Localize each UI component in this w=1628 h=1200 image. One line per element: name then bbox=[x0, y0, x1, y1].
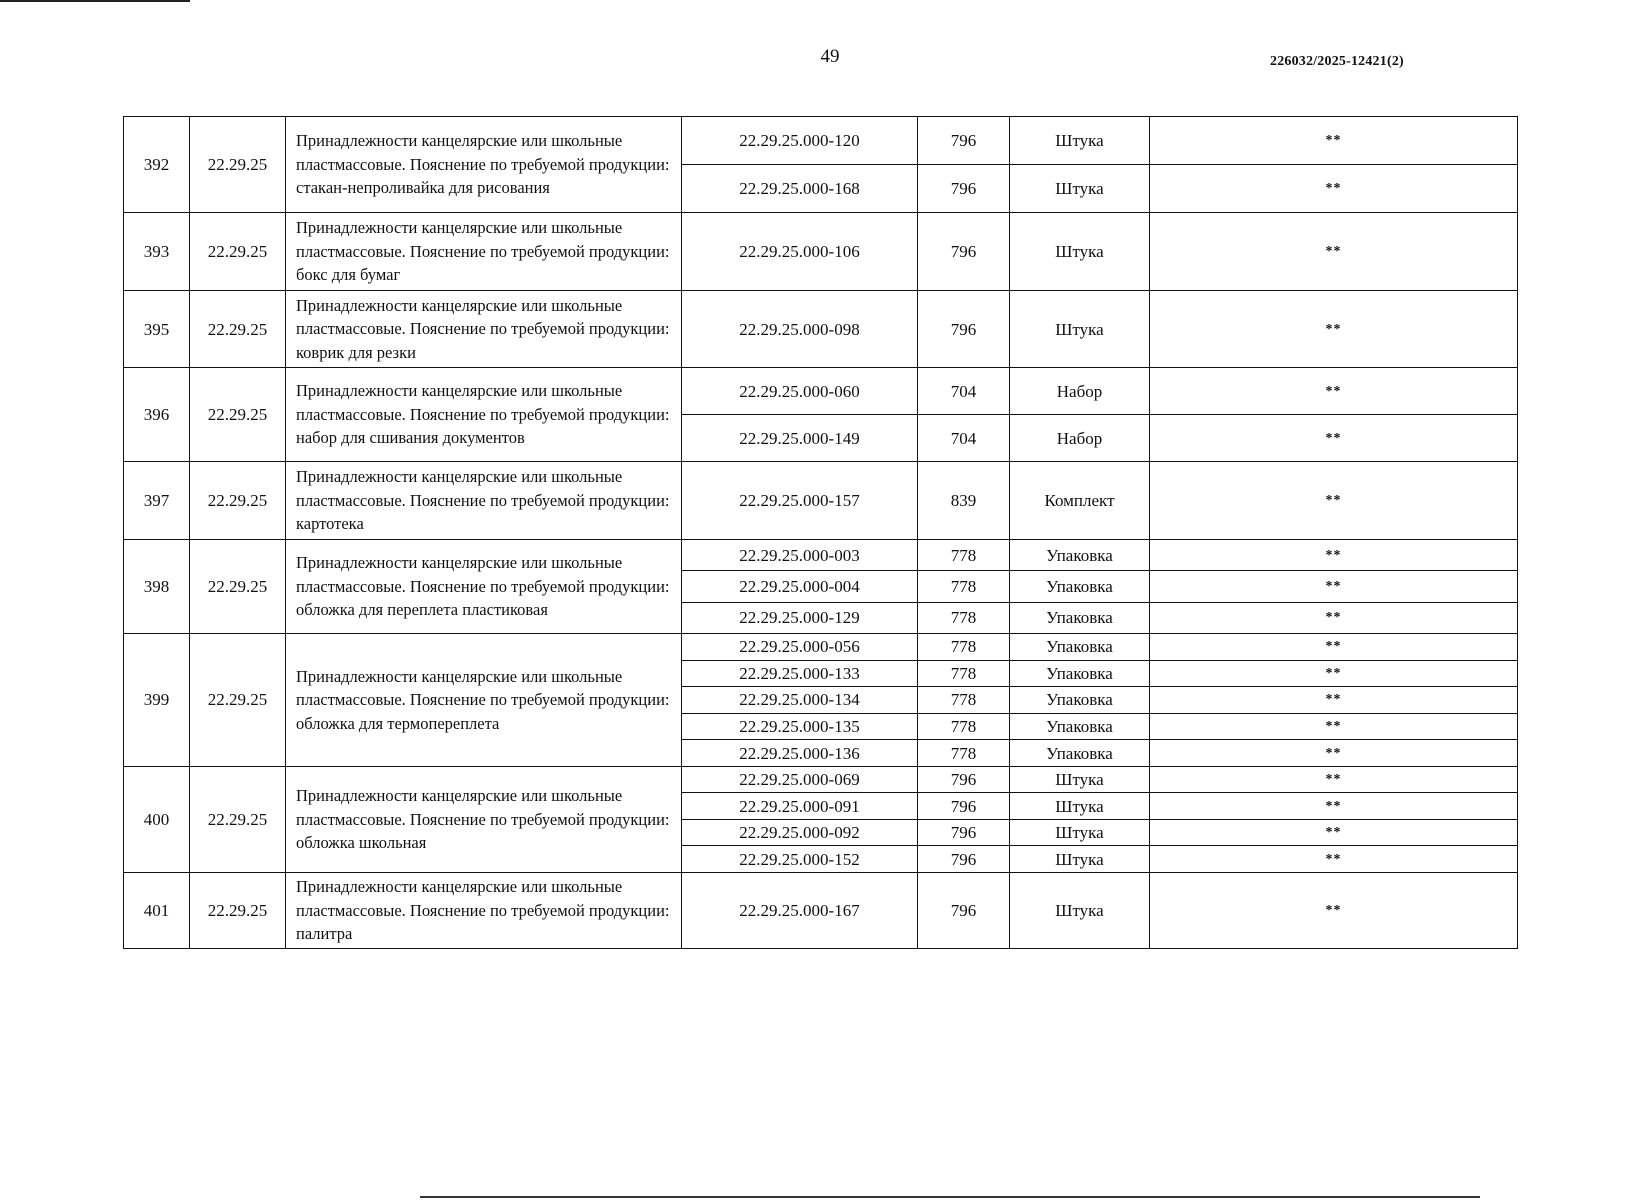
okei-code: 704 bbox=[918, 415, 1010, 462]
unit-name: Упаковка bbox=[1010, 602, 1150, 633]
note-mark: ** bbox=[1150, 846, 1518, 873]
ktru-code: 22.29.25.000-106 bbox=[682, 213, 918, 291]
okei-code: 778 bbox=[918, 602, 1010, 633]
item-description: Принадлежности канцелярские или школьные пластмассовые. Пояснение по требуемой продукции: палитра bbox=[286, 872, 682, 948]
okpd-code: 22.29.25 bbox=[190, 368, 286, 462]
row-number: 401 bbox=[124, 872, 190, 948]
unit-name: Упаковка bbox=[1010, 660, 1150, 687]
unit-name: Упаковка bbox=[1010, 713, 1150, 740]
note-mark: ** bbox=[1150, 687, 1518, 714]
okei-code: 796 bbox=[918, 766, 1010, 793]
item-description: Принадлежности канцелярские или школьные пластмассовые. Пояснение по требуемой продукции: обложка для термопереплета bbox=[286, 633, 682, 766]
item-description: Принадлежности канцелярские или школьные пластмассовые. Пояснение по требуемой продукции: стакан-непроливайка для рисования bbox=[286, 117, 682, 213]
table-row bbox=[124, 766, 1518, 793]
unit-name: Штука bbox=[1010, 766, 1150, 793]
okei-code: 778 bbox=[918, 740, 1010, 767]
ktru-code: 22.29.25.000-134 bbox=[682, 687, 918, 714]
okei-code: 796 bbox=[918, 819, 1010, 846]
okpd-code: 22.29.25 bbox=[190, 462, 286, 540]
okpd-code: 22.29.25 bbox=[190, 117, 286, 213]
okei-code: 778 bbox=[918, 571, 1010, 602]
item-description: Принадлежности канцелярские или школьные пластмассовые. Пояснение по требуемой продукции: бокс для бумаг bbox=[286, 213, 682, 291]
okei-code: 796 bbox=[918, 291, 1010, 368]
ktru-code: 22.29.25.000-092 bbox=[682, 819, 918, 846]
products-table bbox=[123, 116, 1518, 949]
okei-code: 796 bbox=[918, 846, 1010, 873]
unit-name: Комплект bbox=[1010, 462, 1150, 540]
okei-code: 796 bbox=[918, 117, 1010, 165]
ktru-code: 22.29.25.000-003 bbox=[682, 540, 918, 571]
ktru-code: 22.29.25.000-060 bbox=[682, 368, 918, 415]
unit-name: Штука bbox=[1010, 819, 1150, 846]
row-number: 395 bbox=[124, 291, 190, 368]
ktru-code: 22.29.25.000-168 bbox=[682, 165, 918, 213]
note-mark: ** bbox=[1150, 793, 1518, 820]
unit-name: Штука bbox=[1010, 793, 1150, 820]
table-body bbox=[124, 117, 1518, 949]
note-mark: ** bbox=[1150, 540, 1518, 571]
okei-code: 778 bbox=[918, 540, 1010, 571]
okpd-code: 22.29.25 bbox=[190, 213, 286, 291]
okei-code: 778 bbox=[918, 633, 1010, 660]
okei-code: 839 bbox=[918, 462, 1010, 540]
table-row bbox=[124, 540, 1518, 571]
scan-edge-mark bbox=[0, 0, 190, 2]
okei-code: 796 bbox=[918, 793, 1010, 820]
ktru-code: 22.29.25.000-056 bbox=[682, 633, 918, 660]
row-number: 392 bbox=[124, 117, 190, 213]
okpd-code: 22.29.25 bbox=[190, 633, 286, 766]
ktru-code: 22.29.25.000-149 bbox=[682, 415, 918, 462]
okei-code: 778 bbox=[918, 713, 1010, 740]
note-mark: ** bbox=[1150, 291, 1518, 368]
note-mark: ** bbox=[1150, 872, 1518, 948]
okei-code: 796 bbox=[918, 213, 1010, 291]
row-number: 398 bbox=[124, 540, 190, 634]
row-number: 396 bbox=[124, 368, 190, 462]
ktru-code: 22.29.25.000-136 bbox=[682, 740, 918, 767]
document-id: 226032/2025-12421(2) bbox=[1270, 54, 1404, 69]
okei-code: 796 bbox=[918, 165, 1010, 213]
item-description: Принадлежности канцелярские или школьные пластмассовые. Пояснение по требуемой продукции: коврик для резки bbox=[286, 291, 682, 368]
unit-name: Набор bbox=[1010, 368, 1150, 415]
unit-name: Упаковка bbox=[1010, 571, 1150, 602]
okpd-code: 22.29.25 bbox=[190, 540, 286, 634]
ktru-code: 22.29.25.000-129 bbox=[682, 602, 918, 633]
ktru-code: 22.29.25.000-152 bbox=[682, 846, 918, 873]
okei-code: 778 bbox=[918, 660, 1010, 687]
unit-name: Штука bbox=[1010, 117, 1150, 165]
unit-name: Упаковка bbox=[1010, 633, 1150, 660]
note-mark: ** bbox=[1150, 117, 1518, 165]
note-mark: ** bbox=[1150, 571, 1518, 602]
note-mark: ** bbox=[1150, 819, 1518, 846]
row-number: 399 bbox=[124, 633, 190, 766]
item-description: Принадлежности канцелярские или школьные пластмассовые. Пояснение по требуемой продукции: картотека bbox=[286, 462, 682, 540]
unit-name: Упаковка bbox=[1010, 540, 1150, 571]
unit-name: Штука bbox=[1010, 846, 1150, 873]
note-mark: ** bbox=[1150, 213, 1518, 291]
table-row bbox=[124, 633, 1518, 660]
table-row bbox=[124, 291, 1518, 368]
table-row bbox=[124, 213, 1518, 291]
ktru-code: 22.29.25.000-069 bbox=[682, 766, 918, 793]
okpd-code: 22.29.25 bbox=[190, 291, 286, 368]
ktru-code: 22.29.25.000-157 bbox=[682, 462, 918, 540]
unit-name: Штука bbox=[1010, 165, 1150, 213]
ktru-code: 22.29.25.000-135 bbox=[682, 713, 918, 740]
note-mark: ** bbox=[1150, 660, 1518, 687]
row-number: 393 bbox=[124, 213, 190, 291]
okpd-code: 22.29.25 bbox=[190, 766, 286, 872]
ktru-code: 22.29.25.000-167 bbox=[682, 872, 918, 948]
unit-name: Набор bbox=[1010, 415, 1150, 462]
note-mark: ** bbox=[1150, 602, 1518, 633]
row-number: 397 bbox=[124, 462, 190, 540]
note-mark: ** bbox=[1150, 713, 1518, 740]
scan-edge-mark-bottom bbox=[420, 1196, 1480, 1198]
ktru-code: 22.29.25.000-098 bbox=[682, 291, 918, 368]
note-mark: ** bbox=[1150, 766, 1518, 793]
note-mark: ** bbox=[1150, 368, 1518, 415]
note-mark: ** bbox=[1150, 165, 1518, 213]
table-row bbox=[124, 117, 1518, 165]
ktru-code: 22.29.25.000-004 bbox=[682, 571, 918, 602]
table-row bbox=[124, 368, 1518, 415]
ktru-code: 22.29.25.000-120 bbox=[682, 117, 918, 165]
okei-code: 796 bbox=[918, 872, 1010, 948]
okei-code: 704 bbox=[918, 368, 1010, 415]
table-row bbox=[124, 462, 1518, 540]
item-description: Принадлежности канцелярские или школьные пластмассовые. Пояснение по требуемой продукции: обложка школьная bbox=[286, 766, 682, 872]
ktru-code: 22.29.25.000-091 bbox=[682, 793, 918, 820]
unit-name: Штука bbox=[1010, 291, 1150, 368]
okei-code: 778 bbox=[918, 687, 1010, 714]
unit-name: Штука bbox=[1010, 872, 1150, 948]
unit-name: Упаковка bbox=[1010, 740, 1150, 767]
page-number: 49 bbox=[820, 46, 840, 67]
unit-name: Штука bbox=[1010, 213, 1150, 291]
table-row bbox=[124, 872, 1518, 948]
item-description: Принадлежности канцелярские или школьные пластмассовые. Пояснение по требуемой продукции: набор для сшивания документов bbox=[286, 368, 682, 462]
note-mark: ** bbox=[1150, 462, 1518, 540]
okpd-code: 22.29.25 bbox=[190, 872, 286, 948]
note-mark: ** bbox=[1150, 633, 1518, 660]
unit-name: Упаковка bbox=[1010, 687, 1150, 714]
item-description: Принадлежности канцелярские или школьные пластмассовые. Пояснение по требуемой продукции: обложка для переплета пластиковая bbox=[286, 540, 682, 634]
ktru-code: 22.29.25.000-133 bbox=[682, 660, 918, 687]
note-mark: ** bbox=[1150, 740, 1518, 767]
row-number: 400 bbox=[124, 766, 190, 872]
note-mark: ** bbox=[1150, 415, 1518, 462]
